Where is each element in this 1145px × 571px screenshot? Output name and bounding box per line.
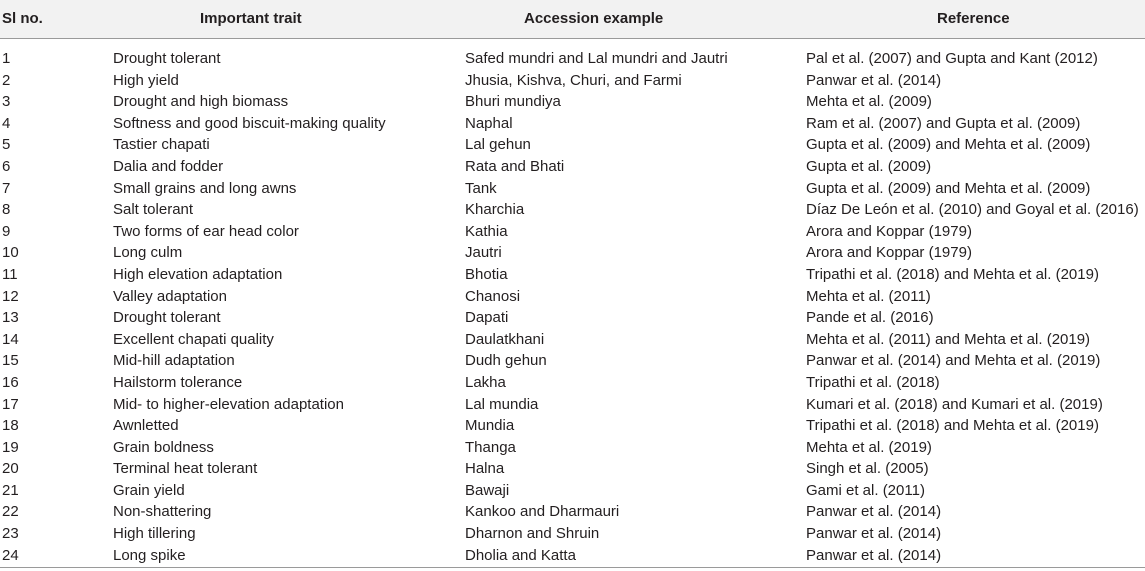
cell-accession: Kathia [465, 222, 508, 240]
cell-sl-no: 9 [2, 222, 11, 240]
cell-sl-no: 2 [2, 71, 11, 89]
cell-sl-no: 13 [2, 309, 19, 327]
cell-trait: Long culm [113, 244, 183, 262]
cell-sl-no: 5 [2, 136, 11, 154]
table-row [0, 286, 1145, 308]
cell-accession: Kharchia [465, 201, 525, 219]
cell-sl-no: 3 [2, 93, 11, 111]
cell-trait: Drought tolerant [113, 309, 221, 327]
cell-reference: Tripathi et al. (2018) and Mehta et al. (2019) [806, 265, 1099, 283]
cell-trait: Non-shattering [113, 503, 212, 521]
table-row [0, 394, 1145, 416]
cell-reference: Panwar et al. (2014) [806, 525, 942, 543]
cell-sl-no: 20 [2, 460, 19, 478]
header-important-trait: Important trait [200, 10, 302, 27]
cell-accession: Jhusia, Kishva, Churi, and Farmi [465, 71, 682, 89]
cell-reference: Panwar et al. (2014) [806, 71, 942, 89]
cell-reference: Mehta et al. (2009) [806, 93, 932, 111]
cell-reference: Pande et al. (2016) [806, 309, 934, 327]
cell-sl-no: 15 [2, 352, 19, 370]
cell-trait: Dalia and fodder [113, 157, 224, 175]
table-row [0, 91, 1145, 113]
cell-accession: Rata and Bhati [465, 157, 565, 175]
cell-reference: Kumari et al. (2018) and Kumari et al. (2019) [806, 395, 1103, 413]
cell-reference: Gupta et al. (2009) and Mehta et al. (2009) [806, 179, 1091, 197]
cell-sl-no: 17 [2, 395, 19, 413]
cell-trait: Grain boldness [113, 438, 214, 456]
cell-accession: Thanga [465, 438, 516, 456]
cell-reference: Arora and Koppar (1979) [806, 244, 972, 262]
cell-sl-no: 18 [2, 417, 19, 435]
cell-reference: Mehta et al. (2011) [806, 287, 931, 305]
table-row [0, 156, 1145, 178]
cell-sl-no: 7 [2, 179, 11, 197]
table-row [0, 221, 1145, 243]
cell-reference: Panwar et al. (2014) [806, 503, 942, 521]
table-row [0, 501, 1145, 523]
cell-trait: Valley adaptation [113, 287, 227, 305]
cell-accession: Lal mundia [465, 395, 539, 413]
cell-sl-no: 8 [2, 201, 11, 219]
cell-trait: Mid-hill adaptation [113, 352, 235, 370]
cell-accession: Bhuri mundiya [465, 93, 561, 111]
cell-trait: Small grains and long awns [113, 179, 297, 197]
cell-sl-no: 12 [2, 287, 19, 305]
header-accession-example: Accession example [524, 10, 664, 27]
table-row [0, 458, 1145, 480]
cell-reference: Mehta et al. (2019) [806, 438, 932, 456]
cell-reference: Panwar et al. (2014) and Mehta et al. (2019) [806, 352, 1101, 370]
header-reference: Reference [937, 10, 1010, 27]
cell-trait: High elevation adaptation [113, 265, 283, 283]
cell-sl-no: 23 [2, 525, 19, 543]
table-row [0, 307, 1145, 329]
cell-reference: Mehta et al. (2011) and Mehta et al. (2019) [806, 330, 1091, 348]
cell-sl-no: 10 [2, 244, 19, 262]
cell-accession: Safed mundri and Lal mundri and Jautri [465, 50, 728, 67]
table-row [0, 350, 1145, 372]
bottom-rule [0, 567, 1145, 568]
cell-accession: Tank [465, 179, 497, 197]
table-row [0, 242, 1145, 264]
cell-trait: Two forms of ear head color [113, 222, 299, 240]
cell-trait: Mid- to higher-elevation adaptation [113, 395, 344, 413]
cell-reference: Ram et al. (2007) and Gupta et al. (2009) [806, 114, 1081, 132]
cell-sl-no: 21 [2, 481, 19, 499]
table-row [0, 415, 1145, 437]
cell-accession: Daulatkhani [465, 330, 545, 348]
cell-sl-no: 24 [2, 546, 19, 564]
cell-accession: Jautri [465, 244, 502, 262]
cell-trait: Softness and good biscuit-making quality [113, 114, 386, 132]
table-row [0, 372, 1145, 394]
cell-reference: Díaz De León et al. (2010) and Goyal et al. (2016) [806, 201, 1139, 219]
table-header [0, 0, 1145, 39]
cell-accession: Chanosi [465, 287, 521, 305]
cell-trait: Drought and high biomass [113, 93, 289, 111]
cell-trait: Salt tolerant [113, 201, 194, 219]
cell-reference: Tripathi et al. (2018) and Mehta et al. (2019) [806, 417, 1099, 435]
cell-accession: Naphal [465, 114, 513, 132]
table-row [0, 264, 1145, 286]
cell-reference: Singh et al. (2005) [806, 460, 929, 478]
cell-reference: Pal et al. (2007) and Gupta and Kant (2012) [806, 50, 1098, 67]
table-row [0, 480, 1145, 502]
cell-reference: Tripathi et al. (2018) [806, 373, 940, 391]
cell-sl-no: 19 [2, 438, 19, 456]
table-row [0, 523, 1145, 545]
table-row [0, 134, 1145, 156]
cell-trait: High yield [113, 71, 179, 89]
cell-reference: Gupta et al. (2009) [806, 157, 932, 175]
cell-accession: Dharnon and Shruin [465, 525, 600, 543]
cell-trait: Long spike [113, 546, 186, 564]
cell-reference: Gami et al. (2011) [806, 481, 925, 499]
cell-sl-no: 1 [2, 50, 11, 67]
table-row [0, 178, 1145, 200]
cell-sl-no: 11 [2, 265, 18, 283]
table-row [0, 199, 1145, 221]
table-row [0, 113, 1145, 135]
table-row [0, 70, 1145, 92]
cell-reference: Gupta et al. (2009) and Mehta et al. (2009) [806, 136, 1091, 154]
cell-trait: Tastier chapati [113, 136, 210, 154]
table-row [0, 437, 1145, 459]
cell-sl-no: 6 [2, 157, 11, 175]
cell-accession: Dholia and Katta [465, 546, 576, 564]
header-sl-no: Sl no. [2, 10, 43, 27]
cell-accession: Mundia [465, 417, 515, 435]
cell-accession: Dudh gehun [465, 352, 547, 370]
cell-trait: Terminal heat tolerant [113, 460, 258, 478]
cell-sl-no: 16 [2, 373, 19, 391]
cell-accession: Lal gehun [465, 136, 531, 154]
cell-accession: Kankoo and Dharmauri [465, 503, 620, 521]
cell-trait: Hailstorm tolerance [113, 373, 243, 391]
table-row [0, 329, 1145, 351]
cell-trait: Grain yield [113, 481, 185, 499]
cell-reference: Panwar et al. (2014) [806, 546, 942, 564]
cell-accession: Lakha [465, 373, 506, 391]
cell-sl-no: 22 [2, 503, 19, 521]
cell-sl-no: 4 [2, 114, 11, 132]
table-row [0, 48, 1145, 70]
table-body [0, 48, 1145, 566]
cell-trait: Drought tolerant [113, 50, 221, 67]
table-row [0, 545, 1145, 567]
cell-accession: Bawaji [465, 481, 510, 499]
cell-trait: High tillering [113, 525, 196, 543]
cell-trait: Awnletted [113, 417, 179, 435]
cell-accession: Dapati [465, 309, 509, 327]
cell-trait: Excellent chapati quality [113, 330, 274, 348]
cell-sl-no: 14 [2, 330, 19, 348]
cell-accession: Bhotia [465, 265, 508, 283]
cell-accession: Halna [465, 460, 505, 478]
cell-reference: Arora and Koppar (1979) [806, 222, 972, 240]
